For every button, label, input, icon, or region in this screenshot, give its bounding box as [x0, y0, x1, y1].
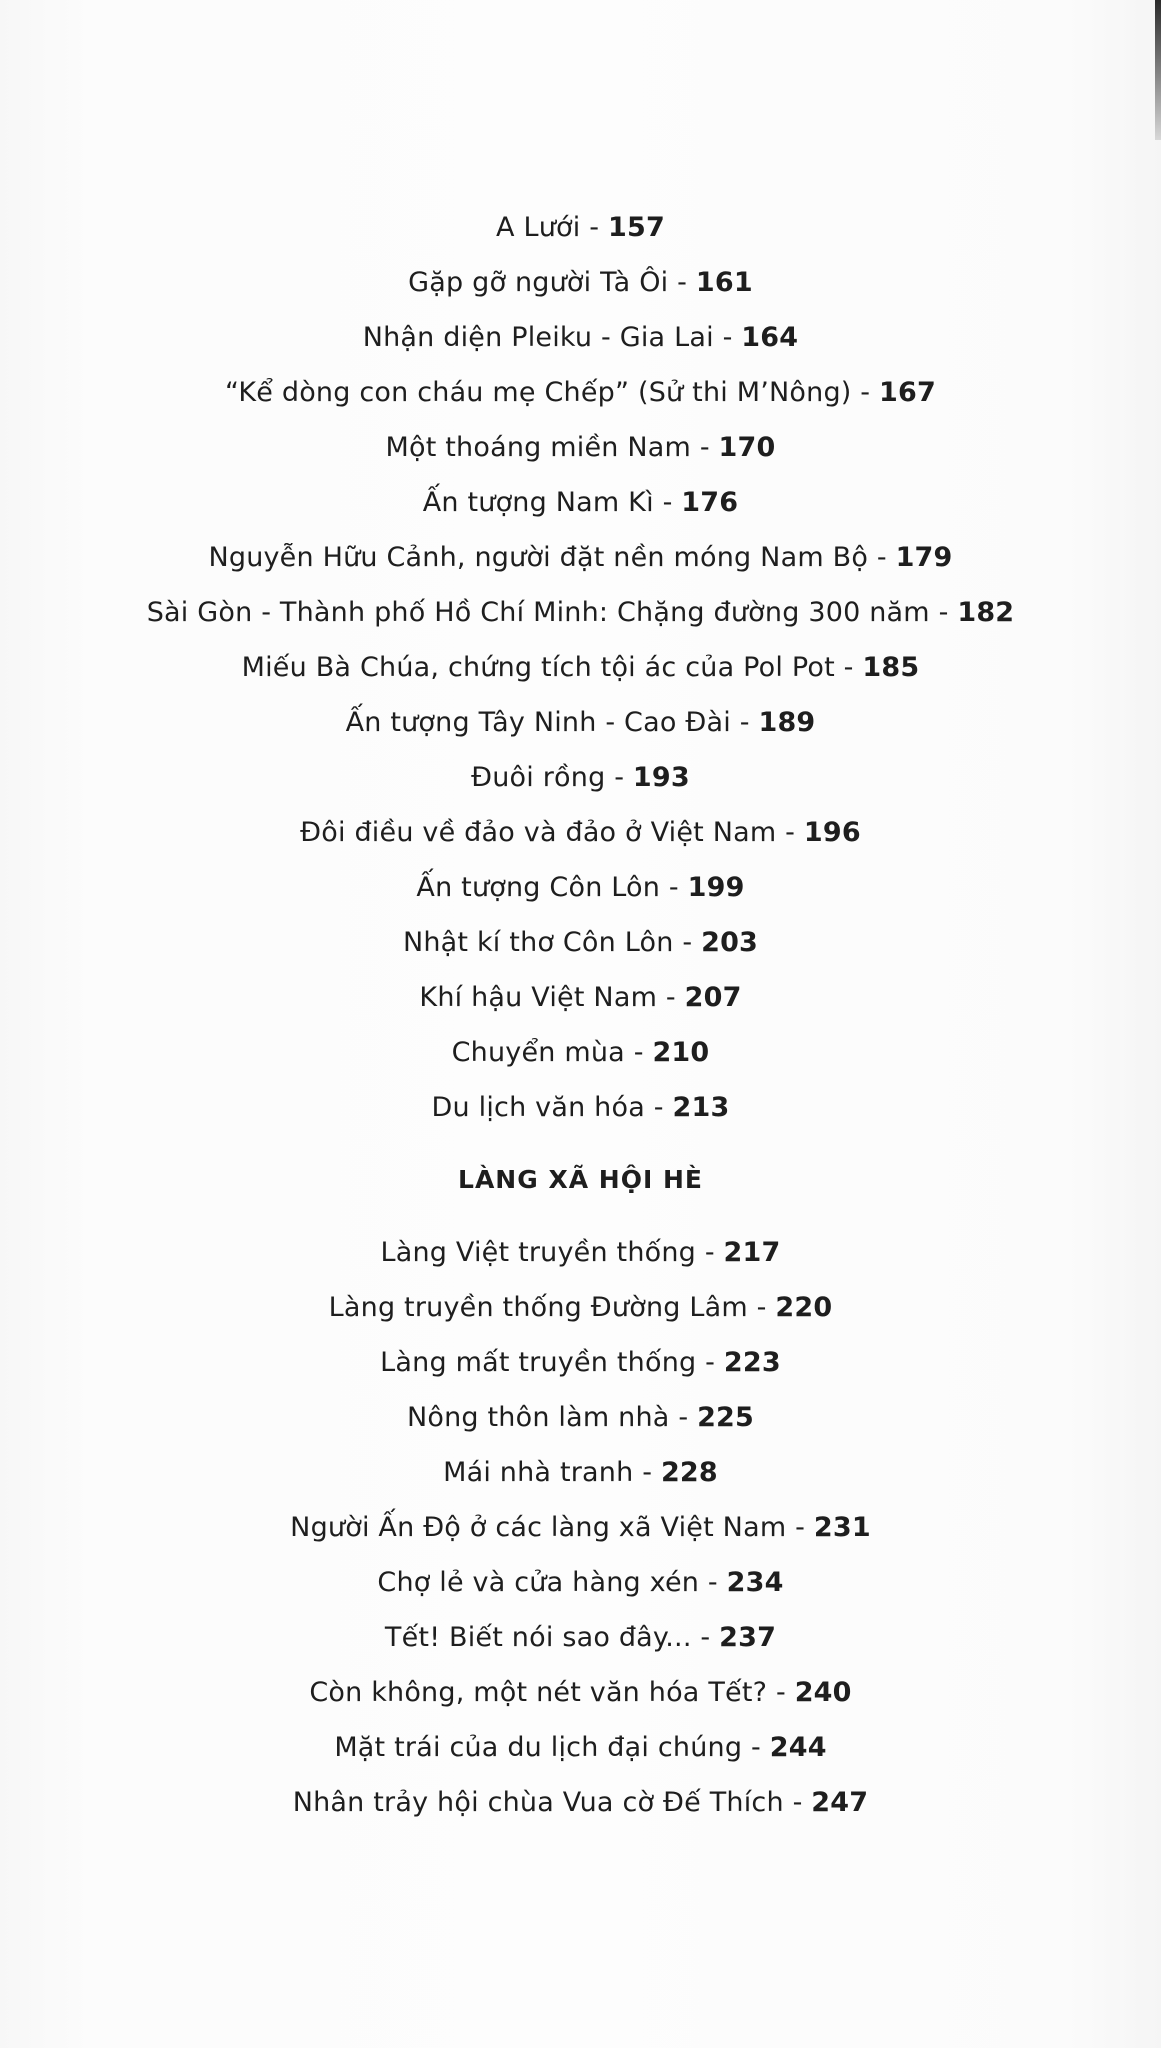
toc-entry-title: Nông thôn làm nhà: [406, 1402, 670, 1433]
toc-entry: [0, 915, 1161, 970]
toc-entry-title: Mái nhà tranh: [443, 1457, 634, 1488]
toc-entries-part2: [0, 1225, 1161, 1830]
toc-entry: [0, 1500, 1161, 1555]
toc-entry: [0, 475, 1161, 530]
toc-entry-page-number: 231: [813, 1512, 871, 1543]
toc-entry-title: Tết! Biết nói sao đây...: [384, 1622, 692, 1653]
toc-entry-page-number: 220: [775, 1292, 833, 1323]
toc-entry: [0, 420, 1161, 475]
toc-entry-separator: -: [783, 1787, 812, 1818]
toc-entry-page-number: 164: [741, 322, 799, 353]
toc-entry-separator: -: [669, 1402, 698, 1433]
toc-entry-separator: -: [767, 1677, 795, 1708]
toc-entry-separator: -: [644, 1092, 673, 1123]
toc-entry-separator: -: [657, 982, 685, 1013]
toc-entry: [0, 1335, 1161, 1390]
toc-entry-title: Mặt trái của du lịch đại chúng: [334, 1732, 743, 1763]
toc-entry-page-number: 167: [879, 377, 936, 408]
toc-entry: [0, 1390, 1161, 1445]
toc-entry: [0, 1665, 1161, 1720]
toc-entry-page-number: 234: [726, 1567, 784, 1598]
toc-entry-title: Du lịch văn hóa: [431, 1092, 645, 1123]
toc-entry-page-number: 203: [701, 927, 759, 958]
toc-entry-separator: -: [929, 597, 958, 628]
toc-entry-title: Chuyển mùa: [451, 1037, 625, 1068]
toc-entry-title: A Lưới: [496, 212, 581, 243]
toc-entry: [0, 1775, 1161, 1830]
toc-entry-separator: -: [699, 1567, 727, 1598]
toc-entry-separator: -: [673, 927, 702, 958]
toc-entry-title: Nhân trảy hội chùa Vua cờ Đế Thích: [292, 1787, 784, 1818]
toc-entry-page-number: 182: [957, 597, 1015, 628]
toc-entry: [0, 805, 1161, 860]
section-heading: LÀNG XÃ HỘI HÈ: [458, 1165, 703, 1194]
toc-entry: [0, 1225, 1161, 1280]
toc-entry-separator: -: [747, 1292, 776, 1323]
table-of-contents: [0, 200, 1161, 1830]
toc-entry-separator: -: [851, 377, 880, 408]
toc-entry-separator: -: [633, 1457, 661, 1488]
toc-entry: [0, 310, 1161, 365]
toc-entry-separator: -: [653, 487, 682, 518]
toc-entry-page-number: 225: [697, 1402, 755, 1433]
toc-entry-page-number: 240: [794, 1677, 852, 1708]
toc-entry-separator: -: [691, 432, 719, 463]
toc-entry: [0, 1555, 1161, 1610]
toc-entry-title: Một thoáng miền Nam: [385, 432, 692, 463]
toc-entry-title: Nhận diện Pleiku - Gia Lai: [362, 322, 714, 353]
toc-entry-title: Ấn tượng Tây Ninh - Cao Đài: [345, 707, 731, 738]
toc-entry: [0, 1280, 1161, 1335]
toc-entry-page-number: 189: [758, 707, 816, 738]
toc-entry: [0, 695, 1161, 750]
toc-entry-title: Nguyễn Hữu Cảnh, người đặt nền móng Nam Bộ: [208, 542, 869, 573]
toc-entry-title: Làng Việt truyền thống: [380, 1237, 697, 1268]
toc-entry: [0, 750, 1161, 805]
toc-entry: [0, 1025, 1161, 1080]
toc-entry-title: Đuôi rồng: [471, 762, 606, 793]
toc-entry-page-number: 237: [719, 1622, 777, 1653]
toc-entry-separator: -: [696, 1347, 724, 1378]
toc-entry-page-number: 161: [695, 267, 753, 298]
toc-entry-page-number: 207: [684, 982, 742, 1013]
toc-entry-title: Còn không, một nét văn hóa Tết?: [309, 1677, 768, 1708]
toc-entry-page-number: 179: [895, 542, 953, 573]
toc-entry: [0, 200, 1161, 255]
toc-entry: [0, 860, 1161, 915]
toc-entry-page-number: 244: [769, 1732, 827, 1763]
toc-entry-page-number: 213: [672, 1092, 730, 1123]
toc-entry-separator: -: [580, 212, 608, 243]
toc-entry-page-number: 223: [723, 1347, 781, 1378]
toc-entry-separator: -: [713, 322, 742, 353]
toc-entry-page-number: 210: [652, 1037, 710, 1068]
toc-entry-title: Làng mất truyền thống: [380, 1347, 697, 1378]
toc-entry-separator: -: [624, 1037, 653, 1068]
toc-entry-title: Làng truyền thống Đường Lâm: [328, 1292, 748, 1323]
toc-entry-separator: -: [691, 1622, 720, 1653]
toc-entry-separator: -: [668, 267, 696, 298]
toc-entry-page-number: 157: [607, 212, 665, 243]
toc-entry-page-number: 193: [632, 762, 690, 793]
toc-entry: [0, 530, 1161, 585]
toc-entry: [0, 1720, 1161, 1775]
toc-entry-page-number: 176: [681, 487, 739, 518]
toc-entry-separator: -: [696, 1237, 724, 1268]
toc-entry: [0, 1610, 1161, 1665]
toc-entry: [0, 365, 1161, 420]
toc-entry: [0, 255, 1161, 310]
toc-entry: [0, 970, 1161, 1025]
toc-entry-title: Miếu Bà Chúa, chứng tích tội ác của Pol Pot: [241, 652, 835, 683]
toc-entry: [0, 585, 1161, 640]
toc-entries-part1: [0, 200, 1161, 1135]
page-edge-shadow: [1155, 0, 1161, 140]
toc-entry-title: Chợ lẻ và cửa hàng xén: [377, 1567, 700, 1598]
toc-entry-title: “Kể dòng con cháu mẹ Chếp” (Sử thi M’Nông): [225, 377, 852, 408]
toc-entry-separator: -: [730, 707, 759, 738]
toc-entry: [0, 1080, 1161, 1135]
toc-entry-title: Đôi điều về đảo và đảo ở Việt Nam: [300, 817, 777, 848]
toc-entry-separator: -: [742, 1732, 770, 1763]
toc-entry-title: Khí hậu Việt Nam: [419, 982, 658, 1013]
toc-entry-page-number: 170: [718, 432, 776, 463]
toc-entry-separator: -: [776, 817, 804, 848]
toc-entry-page-number: 228: [660, 1457, 718, 1488]
toc-entry-separator: -: [786, 1512, 814, 1543]
toc-entry-separator: -: [868, 542, 896, 573]
toc-entry-page-number: 185: [862, 652, 920, 683]
toc-entry: [0, 1445, 1161, 1500]
toc-entry-title: Ấn tượng Nam Kì: [422, 487, 654, 518]
toc-entry-title: Ấn tượng Côn Lôn: [416, 872, 661, 903]
toc-entry-page-number: 199: [687, 872, 745, 903]
toc-entry-title: Sài Gòn - Thành phố Hồ Chí Minh: Chặng đường 300 năm: [146, 597, 930, 628]
toc-entry-page-number: 247: [811, 1787, 869, 1818]
toc-entry-separator: -: [605, 762, 633, 793]
toc-entry: [0, 640, 1161, 695]
toc-entry-separator: -: [834, 652, 863, 683]
toc-entry-page-number: 196: [803, 817, 861, 848]
toc-entry-title: Người Ấn Độ ở các làng xã Việt Nam: [290, 1512, 787, 1543]
toc-entry-separator: -: [660, 872, 688, 903]
toc-entry-page-number: 217: [723, 1237, 781, 1268]
toc-entry-title: Gặp gỡ người Tà Ôi: [408, 267, 669, 298]
toc-entry-title: Nhật kí thơ Côn Lôn: [402, 927, 674, 958]
